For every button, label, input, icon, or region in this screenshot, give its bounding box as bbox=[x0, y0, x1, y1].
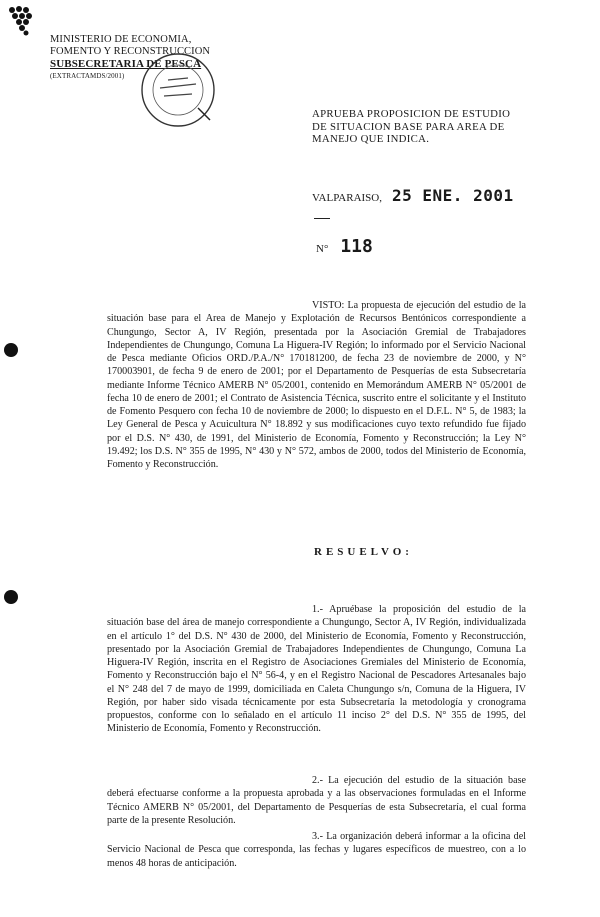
resolution-item-3: 3.- La organización deberá informar a la oficina del Servicio Nacional de Pesca que corresponda, las fechas y lugares específicos de muestreo, con a lo menos 48 horas de anticipación. bbox=[107, 831, 526, 869]
subject-line: DE SITUACION BASE PARA AREA DE bbox=[312, 120, 505, 133]
visto-paragraph: VISTO: La propuesta de ejecución del estudio de la situación base para el Area de Manejo y Explotación de Recursos Bentónicos correspondiente a Chungungo, Sector A, IV Región, presentada por la Asociación Gremial de Trabajadores Independientes de Chungungo, Comuna La Higuera-IV Región; lo informado por el Servicio Nacional de Pesca mediante Oficios ORD./P.A./N° 170181200, de fecha 23 de noviembre de 2000, y N° 170003901, de fecha 9 de enero de 2001; por el Departamento de Pesquerías de esta Subsecretaría mediante Informe Técnico AMERB N° 05/2001, contenido en Memorándum AMERB N° 05/2001 de fecha 10 de enero de 2001; el Contrato de Asistencia Técnica, suscrito entre el solicitante y el Instituto de Fomento Pesquero con fecha 10 de noviembre de 2000; lo dispuesto en el D.F.L. N° 5, de 1983; la Ley General de Pesca y Acuicultura N° 18.892 y sus modificaciones cuyo texto refundido fue fijado por el D.S. N° 430, de 1991, del Ministerio de Economía, Fomento y Reconstrucción; la Ley N° 19.492; los D.S. N° 355 de 1995, N° 430 y N° 572, ambos de 2000, todos del Ministerio de Economía, Fomento y Reconstrucción. bbox=[107, 300, 526, 470]
number-value: 118 bbox=[340, 236, 373, 257]
header-reference: (EXTRACTAMDS/2001) bbox=[50, 72, 125, 80]
place-city: VALPARAISO, bbox=[312, 192, 382, 204]
place-date bbox=[312, 186, 514, 206]
resolution-number bbox=[316, 236, 373, 257]
punch-hole bbox=[4, 590, 18, 604]
subject-line: APRUEBA PROPOSICION DE ESTUDIO bbox=[312, 108, 511, 120]
number-dash bbox=[314, 218, 330, 219]
number-label: N° bbox=[316, 243, 329, 255]
header-ministry: MINISTERIO DE ECONOMIA, bbox=[50, 34, 192, 45]
header-subsecretaria: SUBSECRETARIA DE PESCA bbox=[50, 58, 202, 70]
resolution-subject bbox=[312, 108, 510, 146]
subject-line: MANEJO QUE INDICA. bbox=[312, 133, 430, 146]
date-stamp: 25 ENE. 2001 bbox=[392, 186, 514, 205]
office-stamp-icon bbox=[138, 50, 218, 130]
punch-hole bbox=[4, 343, 18, 357]
resolution-item-2: 2.- La ejecución del estudio de la situación base deberá efectuarse conforme a la propuesta aprobada y a las observaciones formuladas en el Informe Técnico AMERB N° 05/2001, del Departamento de Pesquerías de esta Subsecretaría, el cual forma parte de la presente Resolución. bbox=[107, 775, 526, 826]
header-fomento: FOMENTO Y RECONSTRUCCION bbox=[50, 46, 211, 57]
resolution-item-1: 1.- Apruébase la proposición del estudio de la situación base del área de manejo correspondiente a Chungungo, Sector A, IV Región, individualizada en el artículo 1° del D.S. N° 430 de 2000, del Ministerio de Economía, Fomento y Reconstrucción, presentado por la Asociación Gremial de Trabajadores Independientes de Chungungo, Comuna La Higuera-IV Región, inscrita en el Registro de Asociaciones Gremiales del Ministerio de Economía, Fomento y Reconstrucción bajo el N° 56-4, y en el Registro Nacional de Pescadores Artesanales bajo el N° 248 del 7 de mayo de 1999, domiciliada en Caleta Chungungo s/n, Comuna de la Higuera, IV Región, por haber sido visada técnicamente por esta Subsecretaría la metodología y cronograma propuestos, conforme con lo señalado en el artículo 11 inciso 2° del D.S. N° 355 de 1995, del Ministerio de Economía, Fomento y Reconstrucción. bbox=[107, 604, 526, 735]
ministry-logo-icon bbox=[4, 2, 44, 42]
resuelvo-heading: RESUELVO: bbox=[314, 546, 413, 558]
